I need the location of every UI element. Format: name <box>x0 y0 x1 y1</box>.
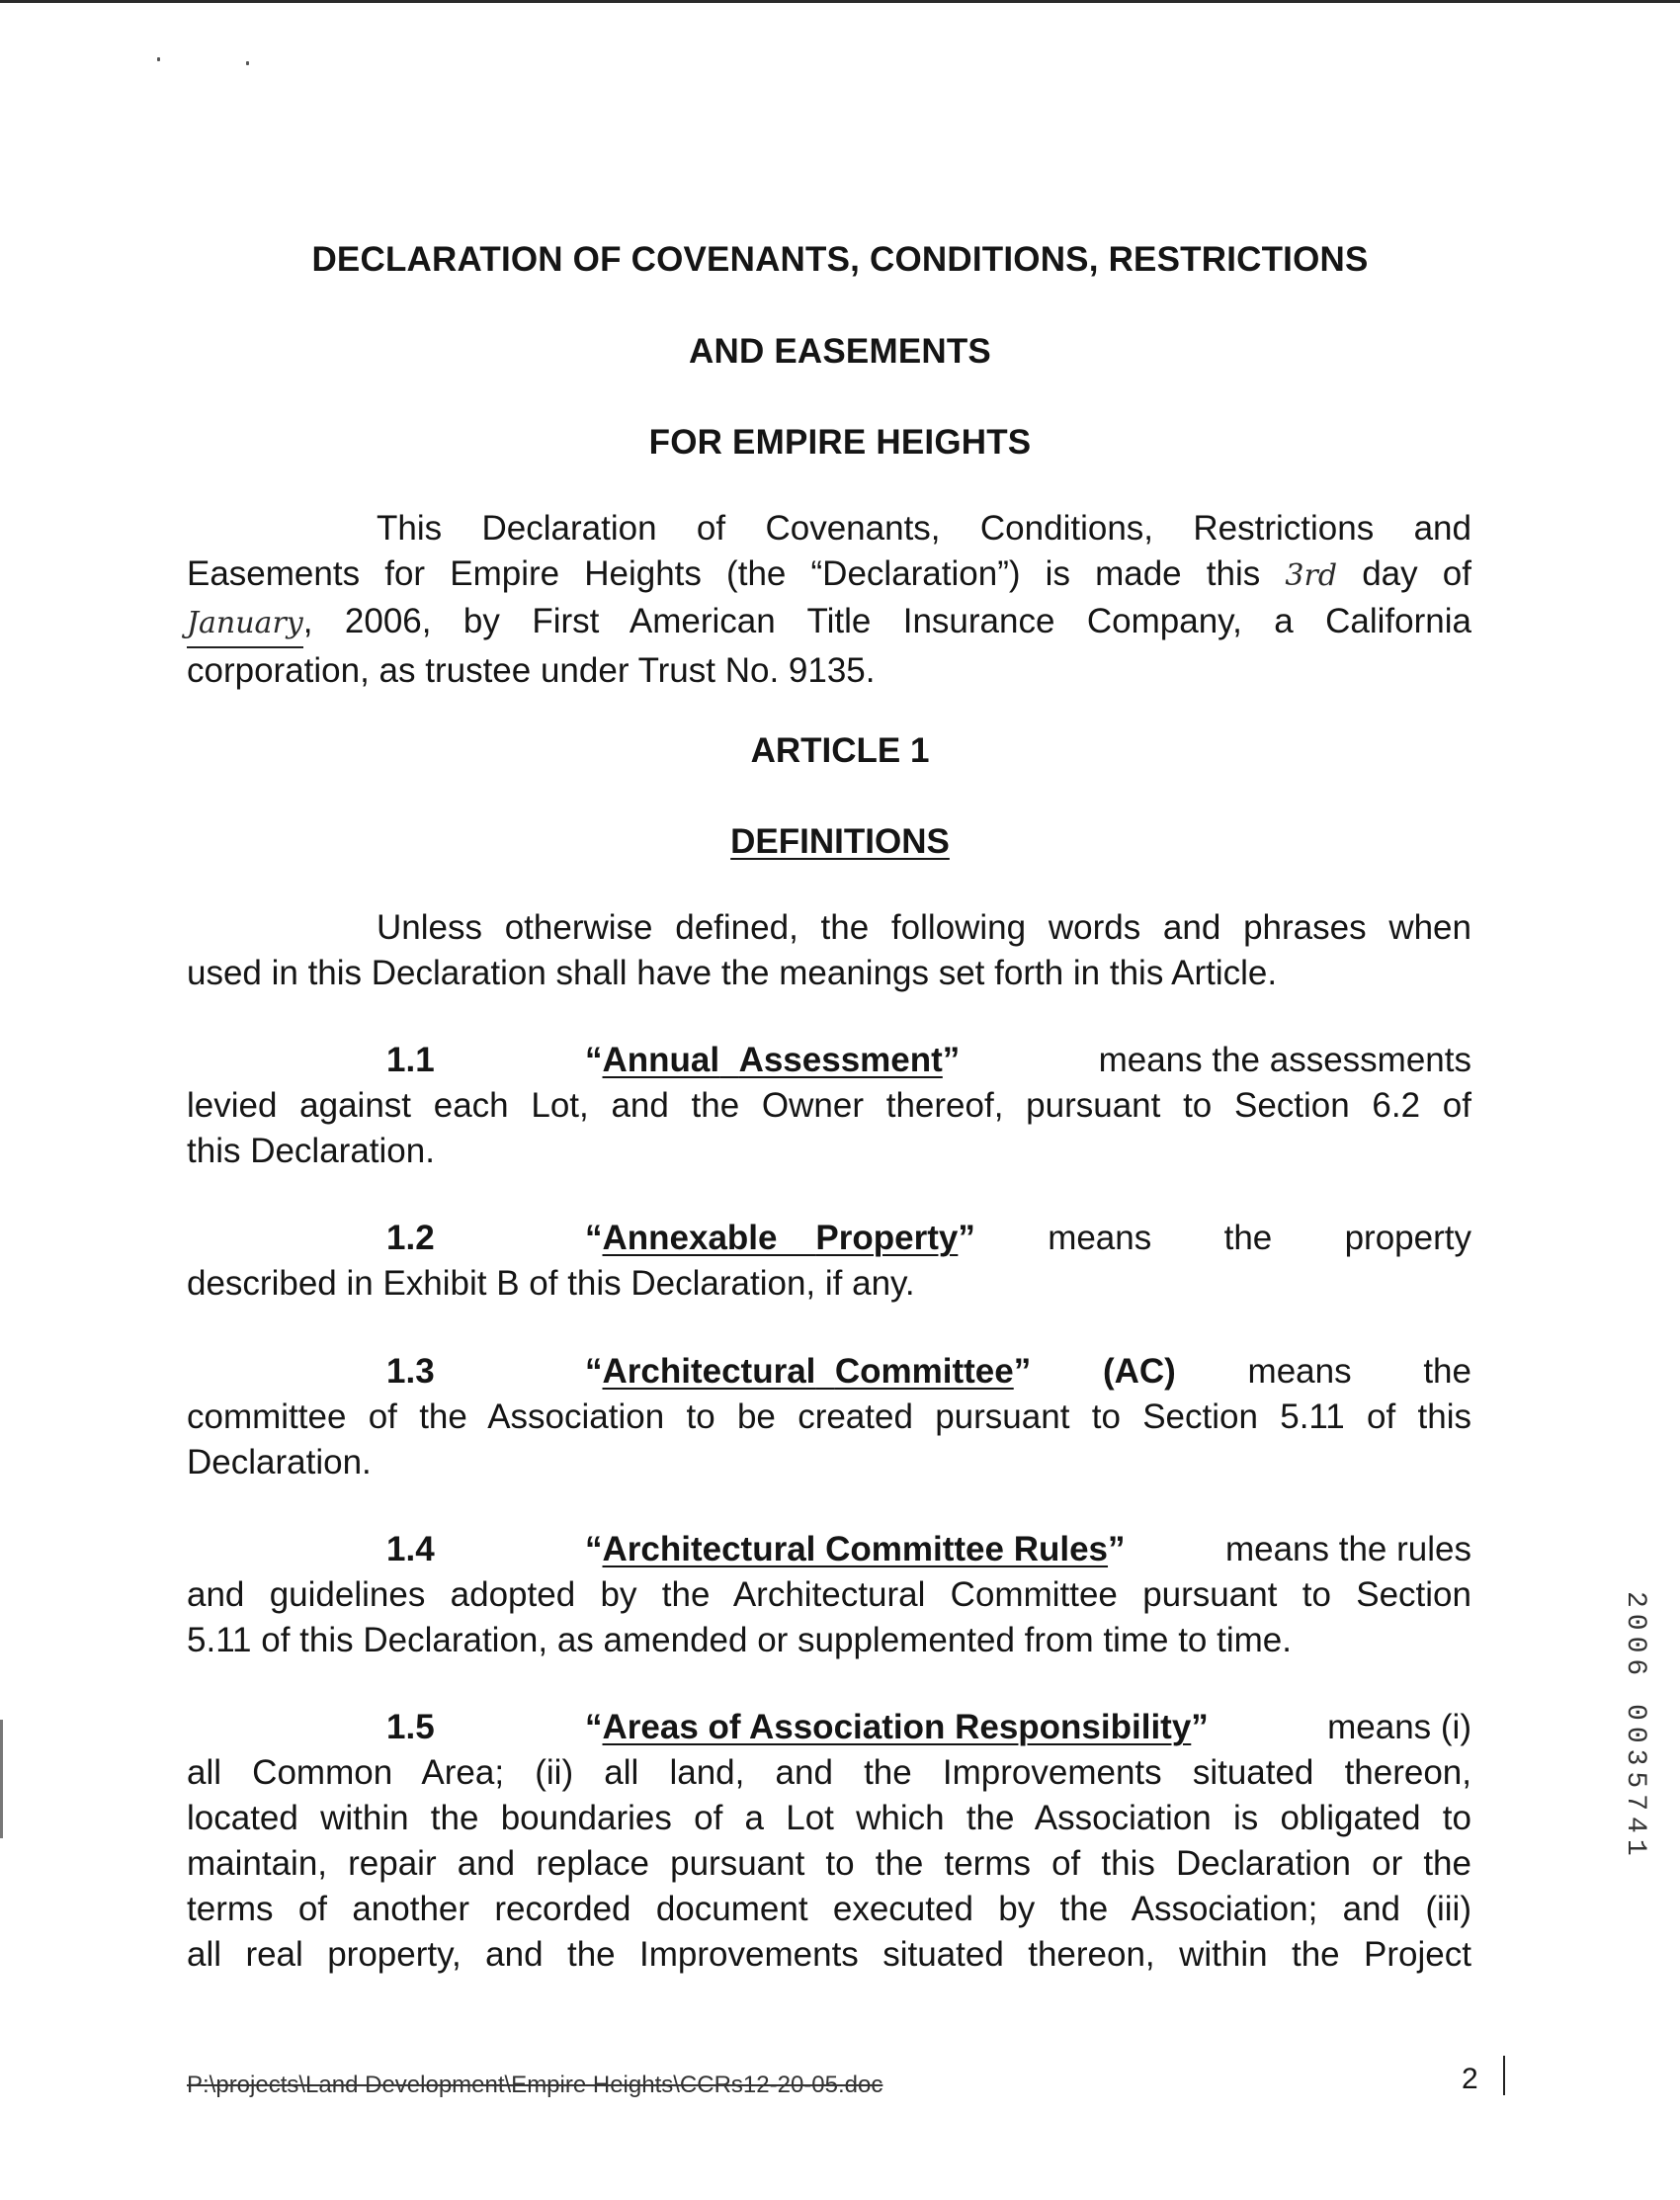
scan-speck <box>246 61 249 65</box>
handwritten-day: 3rd <box>1285 558 1338 593</box>
quote-open: “ <box>585 1530 603 1568</box>
definition-line: committee of the Association to be created pursuant to Section 5.11 of this <box>187 1397 1471 1436</box>
file-path-footer: P:\projects\Land Development\Empire Heights\CCRs12-20-05.doc <box>187 2072 883 2098</box>
term-word: Annual <box>602 1041 720 1079</box>
definition-lead: the <box>1223 1219 1273 1257</box>
preamble-text: This Declaration of Covenants, Conditions, Restrictions and <box>377 509 1471 548</box>
definition-heading-row <box>187 1038 1471 1083</box>
definition-heading-row <box>187 1527 1471 1572</box>
definition-lead: means <box>1048 1219 1152 1257</box>
quote-close: ” <box>942 1041 961 1079</box>
quote-close: ” <box>1013 1352 1032 1391</box>
term-word: Property <box>815 1219 959 1257</box>
preamble-line <box>187 599 1471 648</box>
definition-lead: means the rules <box>1224 1530 1471 1568</box>
definition-lead: means (i) <box>1327 1708 1471 1746</box>
preamble-text: Easements for Empire Heights (the “Declaration”) is made this <box>187 554 1261 593</box>
defined-term <box>585 1041 960 1079</box>
definition-lead: the <box>1423 1352 1471 1391</box>
quote-close: ” <box>1191 1708 1209 1746</box>
intro-line <box>187 905 1471 951</box>
section-number: 1.1 <box>386 1041 435 1079</box>
article-number: ARTICLE 1 <box>750 731 930 770</box>
definition-1-2 <box>187 1216 1471 1307</box>
definition-line: maintain, repair and replace pursuant to the terms of this Declaration or the <box>187 1844 1471 1883</box>
definition-line: levied against each Lot, and the Owner thereof, pursuant to Section 6.2 of <box>187 1086 1471 1125</box>
term-word: Annexable <box>602 1219 778 1257</box>
section-number: 1.5 <box>386 1708 435 1746</box>
page-number-bar <box>1503 2056 1505 2095</box>
term-word: Areas of Association Responsibility <box>602 1708 1192 1746</box>
defined-term <box>585 1219 975 1257</box>
scan-left-edge <box>0 1720 3 1838</box>
definition-heading-row <box>187 1349 1471 1395</box>
section-number: 1.3 <box>386 1352 435 1391</box>
article-title <box>0 822 1680 862</box>
recording-stamp-text: 2006 0035741 <box>1620 1591 1650 1862</box>
recording-stamp <box>1611 1591 1670 1878</box>
term-word: Architectural Committee Rules <box>602 1530 1109 1568</box>
definition-heading-row <box>187 1705 1471 1750</box>
preamble-line <box>187 551 1471 599</box>
definition-line: all Common Area; (ii) all land, and the Improvements situated thereon, <box>187 1753 1471 1792</box>
scan-top-edge <box>0 0 1680 3</box>
quote-open: “ <box>585 1219 603 1257</box>
definition-1-1 <box>187 1038 1471 1174</box>
preamble-text: day of <box>1362 554 1471 593</box>
defined-term <box>585 1708 1209 1746</box>
quote-close: ” <box>1108 1530 1126 1568</box>
definition-1-4 <box>187 1527 1471 1663</box>
definition-line: 5.11 of this Declaration, as amended or supplemented from time to time. <box>187 1621 1292 1659</box>
definition-line: and guidelines adopted by the Architectural Committee pursuant to Section <box>187 1575 1471 1614</box>
definition-heading-row <box>187 1216 1471 1261</box>
document-title-line-1: DECLARATION OF COVENANTS, CONDITIONS, RESTRICTIONS <box>311 240 1369 279</box>
preamble-line <box>187 506 1471 551</box>
preamble-line <box>187 648 1471 694</box>
term-word: Committee <box>834 1352 1014 1391</box>
definitions-intro <box>187 905 1471 996</box>
scan-speck <box>157 57 160 61</box>
preamble-text: corporation, as trustee under Trust No. 9135. <box>187 651 876 690</box>
document-title-line-3: FOR EMPIRE HEIGHTS <box>648 423 1032 462</box>
definition-line: Declaration. <box>187 1443 372 1481</box>
quote-open: “ <box>585 1352 603 1391</box>
definition-1-5 <box>187 1705 1471 1978</box>
definition-line: this Declaration. <box>187 1132 435 1170</box>
handwritten-month: January <box>187 601 303 648</box>
term-word: Assessment <box>738 1041 943 1079</box>
quote-open: “ <box>585 1708 603 1746</box>
definition-lead: means the assessments <box>1098 1041 1471 1079</box>
defined-term <box>585 1352 1031 1391</box>
definition-1-3 <box>187 1349 1471 1485</box>
term-abbreviation: (AC) <box>1102 1352 1176 1391</box>
definition-line: described in Exhibit B of this Declaration, if any. <box>187 1264 915 1303</box>
preamble-paragraph <box>187 506 1471 694</box>
quote-open: “ <box>585 1041 603 1079</box>
article-title-text: DEFINITIONS <box>730 822 950 861</box>
definition-line: located within the boundaries of a Lot which the Association is obligated to <box>187 1799 1471 1837</box>
section-number: 1.2 <box>386 1219 435 1257</box>
document-title-line-2: AND EASEMENTS <box>689 332 991 371</box>
section-number: 1.4 <box>386 1530 435 1568</box>
preamble-text: , 2006, by First American Title Insurance Company, a California <box>302 602 1471 640</box>
quote-close: ” <box>958 1219 975 1257</box>
definition-lead: means <box>1247 1352 1352 1391</box>
definition-line: all real property, and the Improvements situated thereon, within the Project <box>187 1935 1471 1974</box>
intro-text: Unless otherwise defined, the following words and phrases when <box>377 908 1471 947</box>
term-word: Architectural <box>602 1352 816 1391</box>
definition-lead: property <box>1344 1219 1471 1257</box>
definition-line: terms of another recorded document executed by the Association; and (iii) <box>187 1890 1471 1928</box>
intro-text: used in this Declaration shall have the meanings set forth in this Article. <box>187 954 1278 992</box>
defined-term <box>585 1530 1126 1568</box>
page-number: 2 <box>1462 2063 1478 2095</box>
intro-line <box>187 951 1471 996</box>
